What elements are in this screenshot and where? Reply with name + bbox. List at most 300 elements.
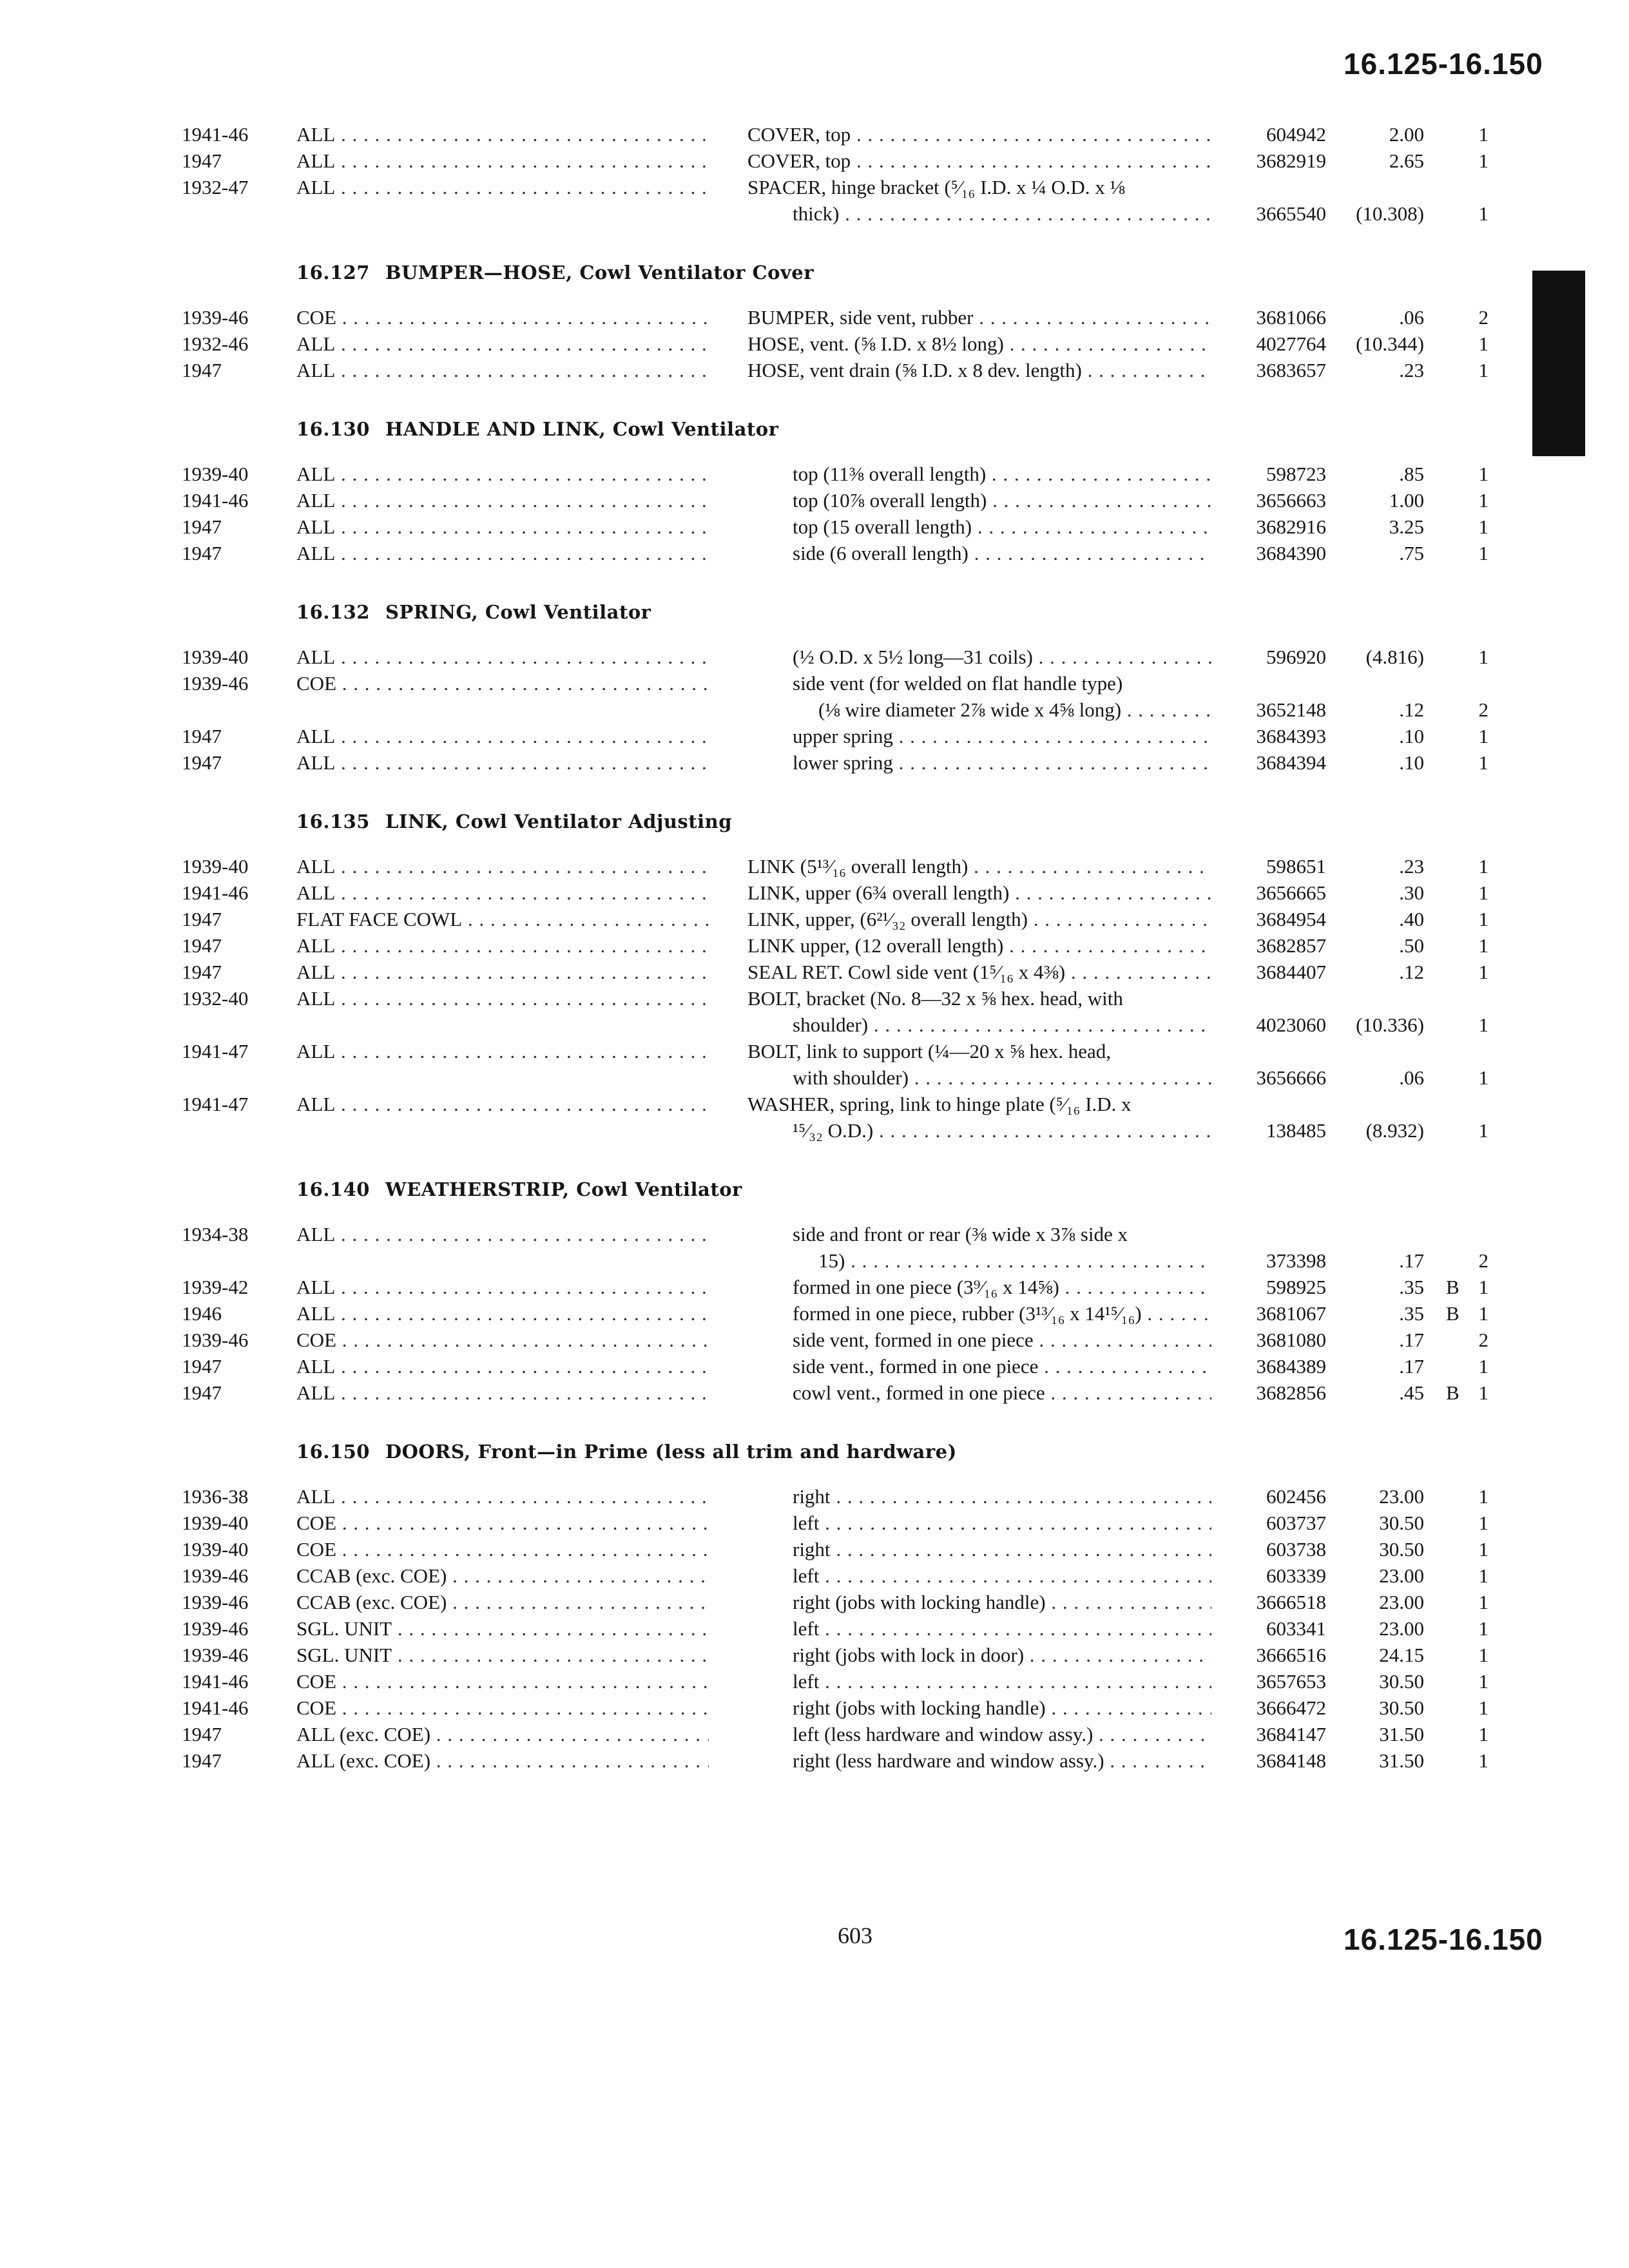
part-row	[0, 1668, 1629, 1695]
part-number: 3682857	[1256, 934, 1326, 957]
list-price: 2.65	[1389, 149, 1424, 172]
list-price: .10	[1399, 751, 1424, 774]
part-number: 3682856	[1256, 1381, 1326, 1404]
section-title: BUMPER—HOSE, Cowl Ventilator Cover	[385, 262, 815, 284]
description-line: shoulder) . . .	[747, 1012, 1211, 1038]
header-range: 16.125-16.150	[1344, 47, 1543, 81]
year-range: 1946	[182, 1302, 222, 1325]
part-number: 3682919	[1256, 149, 1326, 172]
description-line: right (less hardware and window assy.) . . .	[793, 1747, 1211, 1774]
part-row	[0, 148, 1629, 174]
year-range: 1947	[182, 725, 222, 747]
section-s135	[0, 794, 1629, 1144]
part-description	[793, 749, 1211, 776]
description-line: COVER, top . . .	[747, 121, 1211, 148]
description-line: top (15 overall length) . . .	[793, 514, 1211, 540]
part-row	[0, 985, 1629, 1038]
part-row	[0, 1747, 1629, 1774]
part-number: 3652148	[1256, 698, 1326, 721]
section-heading	[0, 584, 1629, 644]
part-row	[0, 1562, 1629, 1589]
list-price: 30.50	[1379, 1670, 1424, 1693]
description-line: ¹⁵⁄₃₂ O.D.) . . .	[747, 1117, 1211, 1144]
part-description	[793, 1353, 1211, 1379]
year-range: 1941-47	[182, 1040, 249, 1062]
year-range: 1939-46	[182, 306, 249, 329]
quantity: 1	[1478, 1723, 1489, 1745]
section-heading-text	[296, 811, 732, 832]
part-number: 3665540	[1256, 202, 1326, 225]
part-description	[793, 1668, 1211, 1695]
list-price: 23.00	[1379, 1485, 1424, 1508]
quantity: 1	[1478, 881, 1489, 904]
year-range: 1932-46	[182, 332, 249, 355]
part-description	[793, 540, 1211, 566]
year-range: 1947	[182, 1355, 222, 1378]
quantity: 1	[1478, 1355, 1489, 1378]
section-heading-text	[296, 1441, 957, 1463]
description-line: BOLT, link to support (¼—20 x ⅝ hex. head,	[747, 1040, 1111, 1062]
part-description	[747, 906, 1211, 932]
description-line: SPACER, hinge bracket (⁵⁄₁₆ I.D. x ¼ O.D. x ⅛	[747, 176, 1125, 198]
description-line: top (10⅞ overall length) . . .	[793, 487, 1211, 514]
list-price: 30.50	[1379, 1696, 1424, 1719]
part-number: 598651	[1266, 855, 1326, 878]
list-price: (8.932)	[1365, 1119, 1424, 1142]
model-applicability: ALL (exc. COE) . . .	[296, 1721, 709, 1747]
quantity: 1	[1478, 1485, 1489, 1508]
year-range: 1941-46	[182, 1670, 249, 1693]
list-price: .17	[1399, 1329, 1424, 1351]
description-line: side vent., formed in one piece . . .	[793, 1353, 1211, 1379]
model-applicability: ALL . . .	[296, 723, 709, 749]
part-row	[0, 853, 1629, 879]
part-description	[793, 1615, 1211, 1642]
part-description	[747, 985, 1211, 1038]
part-description	[747, 959, 1211, 985]
part-row	[0, 1327, 1629, 1353]
year-range: 1939-40	[182, 855, 249, 878]
model-applicability: ALL . . .	[296, 1353, 709, 1379]
price-code: B	[1446, 1381, 1460, 1404]
part-number: 603738	[1266, 1538, 1326, 1561]
part-number: 4023060	[1256, 1014, 1326, 1036]
section-title: DOORS, Front—in Prime (less all trim and hardware)	[385, 1441, 957, 1463]
part-description	[793, 723, 1211, 749]
part-row	[0, 1695, 1629, 1721]
part-number: 3684393	[1256, 725, 1326, 747]
part-number: 3681066	[1256, 306, 1326, 329]
year-range: 1939-40	[182, 646, 249, 668]
section-heading-text	[296, 1178, 742, 1200]
year-range: 1941-46	[182, 881, 249, 904]
quantity: 1	[1478, 1538, 1489, 1561]
section-number: 16.127	[296, 262, 370, 284]
part-number: 603341	[1266, 1617, 1326, 1640]
part-row	[0, 906, 1629, 932]
list-price: .75	[1399, 542, 1424, 564]
model-applicability: COE . . .	[296, 1695, 709, 1721]
quantity: 1	[1478, 515, 1489, 538]
list-price: (10.336)	[1356, 1014, 1424, 1036]
list-price: .12	[1399, 698, 1424, 721]
part-description	[747, 331, 1211, 357]
model-applicability: ALL . . .	[296, 985, 709, 1012]
year-range: 1939-46	[182, 1564, 249, 1587]
description-line: left . . .	[793, 1615, 1211, 1642]
quantity: 1	[1478, 123, 1489, 146]
year-range: 1941-46	[182, 489, 249, 512]
description-line: side (6 overall length) . . .	[793, 540, 1211, 566]
description-line: (⅛ wire diameter 2⅞ wide x 4⅝ long) . . .	[793, 697, 1211, 723]
price-code: B	[1446, 1276, 1460, 1298]
part-number: 598723	[1266, 463, 1326, 485]
quantity: 1	[1478, 1749, 1489, 1772]
part-description	[747, 932, 1211, 959]
part-row	[0, 304, 1629, 331]
part-number: 3684389	[1256, 1355, 1326, 1378]
year-range: 1947	[182, 961, 222, 983]
list-price: .17	[1399, 1355, 1424, 1378]
quantity: 1	[1478, 1512, 1489, 1534]
quantity: 1	[1478, 1381, 1489, 1404]
part-number: 3683657	[1256, 359, 1326, 381]
part-row	[0, 1300, 1629, 1327]
quantity: 1	[1478, 202, 1489, 225]
model-applicability: COE . . .	[296, 1536, 709, 1562]
description-line: BOLT, bracket (No. 8—32 x ⅝ hex. head, with	[747, 987, 1123, 1010]
part-description	[747, 121, 1211, 148]
model-applicability: COE . . .	[296, 1668, 709, 1695]
section-title: LINK, Cowl Ventilator Adjusting	[385, 811, 733, 832]
year-range: 1941-47	[182, 1093, 249, 1115]
section-heading-text	[296, 601, 651, 623]
list-price: .10	[1399, 725, 1424, 747]
part-description	[793, 1379, 1211, 1406]
description-line: side and front or rear (⅜ wide x 3⅞ side x	[793, 1223, 1128, 1245]
year-range: 1941-46	[182, 1696, 249, 1719]
section-heading-text	[296, 262, 814, 284]
part-row	[0, 932, 1629, 959]
part-description	[793, 1695, 1211, 1721]
quantity: 1	[1478, 751, 1489, 774]
model-applicability: ALL . . .	[296, 749, 709, 776]
model-applicability: ALL . . .	[296, 1300, 709, 1327]
part-row	[0, 514, 1629, 540]
part-number: 3657653	[1256, 1670, 1326, 1693]
part-description	[747, 304, 1211, 331]
part-row	[0, 1091, 1629, 1144]
list-price: 23.00	[1379, 1617, 1424, 1640]
model-applicability: ALL . . .	[296, 487, 709, 514]
model-applicability: ALL . . .	[296, 174, 709, 200]
part-description	[747, 174, 1211, 227]
part-row	[0, 357, 1629, 383]
quantity: 1	[1478, 463, 1489, 485]
part-number: 3684954	[1256, 908, 1326, 930]
model-applicability: ALL . . .	[296, 148, 709, 174]
part-number: 3684147	[1256, 1723, 1326, 1745]
section-heading	[0, 245, 1629, 304]
part-row	[0, 1379, 1629, 1406]
quantity: 1	[1478, 1066, 1489, 1089]
section-s125	[0, 121, 1629, 227]
part-description	[793, 1721, 1211, 1747]
list-price: .35	[1399, 1276, 1424, 1298]
part-description	[793, 1589, 1211, 1615]
year-range: 1947	[182, 934, 222, 957]
part-row	[0, 1615, 1629, 1642]
model-applicability: CCAB (exc. COE) . . .	[296, 1562, 709, 1589]
section-s127	[0, 245, 1629, 383]
section-number: 16.140	[296, 1178, 370, 1200]
section-number: 16.135	[296, 811, 370, 832]
quantity: 1	[1478, 725, 1489, 747]
quantity: 1	[1478, 908, 1489, 930]
part-description	[747, 879, 1211, 906]
list-price: 23.00	[1379, 1564, 1424, 1587]
description-line: WASHER, spring, link to hinge plate (⁵⁄₁₆ I.D. x	[747, 1093, 1132, 1115]
part-description	[793, 1221, 1211, 1274]
model-applicability: CCAB (exc. COE) . . .	[296, 1589, 709, 1615]
list-price: .50	[1399, 934, 1424, 957]
part-row	[0, 121, 1629, 148]
part-number: 596920	[1266, 646, 1326, 668]
part-row	[0, 487, 1629, 514]
part-number: 3684407	[1256, 961, 1326, 983]
description-line: thick) . . .	[747, 200, 1211, 227]
quantity: 1	[1478, 1276, 1489, 1298]
quantity: 1	[1478, 1591, 1489, 1613]
model-applicability: ALL . . .	[296, 1379, 709, 1406]
part-description	[747, 148, 1211, 174]
part-row	[0, 670, 1629, 723]
list-price: 30.50	[1379, 1512, 1424, 1534]
description-line: lower spring . . .	[793, 749, 1211, 776]
part-number: 598925	[1266, 1276, 1326, 1298]
part-number: 3666516	[1256, 1644, 1326, 1666]
quantity: 2	[1478, 1329, 1489, 1351]
part-row	[0, 1483, 1629, 1510]
section-title: WEATHERSTRIP, Cowl Ventilator	[385, 1178, 742, 1200]
description-line: 15) . . .	[793, 1247, 1211, 1274]
description-line: HOSE, vent. (⅝ I.D. x 8½ long) . . .	[747, 331, 1211, 357]
year-range: 1932-47	[182, 176, 249, 198]
year-range: 1947	[182, 908, 222, 930]
model-applicability: ALL . . .	[296, 1274, 709, 1300]
description-line: formed in one piece (3⁹⁄₁₆ x 14⅝) . . .	[793, 1274, 1211, 1300]
model-applicability: ALL . . .	[296, 331, 709, 357]
list-price: 1.00	[1389, 489, 1424, 512]
section-heading	[0, 1424, 1629, 1483]
list-price: .06	[1399, 1066, 1424, 1089]
part-description	[793, 1747, 1211, 1774]
description-line: SEAL RET. Cowl side vent (1⁵⁄₁₆ x 4⅜) . . .	[747, 959, 1211, 985]
quantity: 1	[1478, 646, 1489, 668]
year-range: 1932-40	[182, 987, 249, 1010]
part-number: 3684394	[1256, 751, 1326, 774]
quantity: 1	[1478, 542, 1489, 564]
part-number: 138485	[1266, 1119, 1326, 1142]
quantity: 1	[1478, 1564, 1489, 1587]
part-number: 602456	[1266, 1485, 1326, 1508]
quantity: 1	[1478, 1696, 1489, 1719]
quantity: 1	[1478, 1670, 1489, 1693]
section-heading	[0, 1162, 1629, 1221]
section-s130	[0, 401, 1629, 566]
description-line: side vent, formed in one piece . . .	[793, 1327, 1211, 1353]
part-description	[747, 357, 1211, 383]
model-applicability: ALL . . .	[296, 514, 709, 540]
part-row	[0, 1274, 1629, 1300]
part-description	[793, 1327, 1211, 1353]
part-description	[793, 1300, 1211, 1327]
quantity: 1	[1478, 1014, 1489, 1036]
part-description	[793, 487, 1211, 514]
quantity: 1	[1478, 1617, 1489, 1640]
section-heading-text	[296, 418, 778, 440]
part-description	[793, 514, 1211, 540]
part-row	[0, 879, 1629, 906]
part-number: 3684390	[1256, 542, 1326, 564]
list-price: (4.816)	[1365, 646, 1424, 668]
model-applicability: ALL (exc. COE) . . .	[296, 1747, 709, 1774]
part-row	[0, 331, 1629, 357]
list-price: .23	[1399, 855, 1424, 878]
list-price: .40	[1399, 908, 1424, 930]
quantity: 1	[1478, 489, 1489, 512]
description-line: right (jobs with lock in door) . . .	[793, 1642, 1211, 1668]
part-description	[747, 1038, 1211, 1091]
list-price: .30	[1399, 881, 1424, 904]
list-price: .06	[1399, 306, 1424, 329]
model-applicability: FLAT FACE COWL . . .	[296, 906, 709, 932]
part-description	[747, 1091, 1211, 1144]
part-row	[0, 1510, 1629, 1536]
list-price: 31.50	[1379, 1723, 1424, 1745]
description-line: upper spring . . .	[793, 723, 1211, 749]
parts-listing	[0, 121, 1629, 1774]
description-line: HOSE, vent drain (⅝ I.D. x 8 dev. length) . . .	[747, 357, 1211, 383]
list-price: 31.50	[1379, 1749, 1424, 1772]
model-applicability: ALL . . .	[296, 1038, 709, 1064]
model-applicability: ALL . . .	[296, 959, 709, 985]
list-price: 24.15	[1379, 1644, 1424, 1666]
section-number: 16.150	[296, 1441, 370, 1463]
part-number: 3666472	[1256, 1696, 1326, 1719]
part-row	[0, 959, 1629, 985]
quantity: 2	[1478, 698, 1489, 721]
description-line: with shoulder) . . .	[747, 1064, 1211, 1091]
year-range: 1947	[182, 1749, 222, 1772]
description-line: right (jobs with locking handle) . . .	[793, 1695, 1211, 1721]
part-row	[0, 1221, 1629, 1274]
part-description	[793, 644, 1211, 670]
year-range: 1939-40	[182, 1538, 249, 1561]
year-range: 1947	[182, 1381, 222, 1404]
part-number: 3681080	[1256, 1329, 1326, 1351]
quantity: 1	[1478, 855, 1489, 878]
section-number: 16.132	[296, 601, 370, 623]
description-line: top (11⅜ overall length) . . .	[793, 461, 1211, 487]
part-row	[0, 1642, 1629, 1668]
year-range: 1939-46	[182, 1644, 249, 1666]
list-price: .35	[1399, 1302, 1424, 1325]
year-range: 1939-40	[182, 1512, 249, 1534]
description-line: LINK, upper (6¾ overall length) . . .	[747, 879, 1211, 906]
list-price: 30.50	[1379, 1538, 1424, 1561]
model-applicability: COE . . .	[296, 1327, 709, 1353]
description-line: left . . .	[793, 1668, 1211, 1695]
year-range: 1939-40	[182, 463, 249, 485]
part-row	[0, 1038, 1629, 1091]
description-line: formed in one piece, rubber (3¹³⁄₁₆ x 14¹⁵⁄₁₆) . . .	[793, 1300, 1211, 1327]
part-row	[0, 1589, 1629, 1615]
year-range: 1941-46	[182, 123, 249, 146]
part-number: 373398	[1266, 1249, 1326, 1272]
model-applicability: SGL. UNIT . . .	[296, 1615, 709, 1642]
list-price: .23	[1399, 359, 1424, 381]
model-applicability: ALL . . .	[296, 540, 709, 566]
list-price: 23.00	[1379, 1591, 1424, 1613]
part-number: 603339	[1266, 1564, 1326, 1587]
description-line: right . . .	[793, 1483, 1211, 1510]
year-range: 1939-46	[182, 1329, 249, 1351]
section-title: HANDLE AND LINK, Cowl Ventilator	[385, 418, 779, 440]
section-s132	[0, 584, 1629, 776]
part-row	[0, 723, 1629, 749]
section-heading	[0, 401, 1629, 461]
description-line: left (less hardware and window assy.) . . .	[793, 1721, 1211, 1747]
description-line: right . . .	[793, 1536, 1211, 1562]
description-line: side vent (for welded on flat handle type)	[793, 672, 1123, 695]
section-title: SPRING, Cowl Ventilator	[385, 601, 651, 623]
description-line: left . . .	[793, 1562, 1211, 1589]
model-applicability: ALL . . .	[296, 932, 709, 959]
quantity: 1	[1478, 1119, 1489, 1142]
part-number: 3656663	[1256, 489, 1326, 512]
description-line: right (jobs with locking handle) . . .	[793, 1589, 1211, 1615]
year-range: 1939-46	[182, 1617, 249, 1640]
description-line: LINK, upper, (6²¹⁄₃₂ overall length) . . .	[747, 906, 1211, 932]
list-price: 3.25	[1389, 515, 1424, 538]
part-row	[0, 1353, 1629, 1379]
year-range: 1947	[182, 515, 222, 538]
description-line: (½ O.D. x 5½ long—31 coils) . . .	[793, 644, 1211, 670]
model-applicability: ALL . . .	[296, 1483, 709, 1510]
list-price: .17	[1399, 1249, 1424, 1272]
description-line: BUMPER, side vent, rubber . . .	[747, 304, 1211, 331]
model-applicability: ALL . . .	[296, 1091, 709, 1117]
section-s140	[0, 1162, 1629, 1406]
list-price: .45	[1399, 1381, 1424, 1404]
model-applicability: ALL . . .	[296, 121, 709, 148]
model-applicability: ALL . . .	[296, 879, 709, 906]
footer-range: 16.125-16.150	[1344, 1923, 1543, 1956]
part-number: 3666518	[1256, 1591, 1326, 1613]
part-row	[0, 1536, 1629, 1562]
description-line: LINK (5¹³⁄₁₆ overall length) . . .	[747, 853, 1211, 879]
year-range: 1947	[182, 359, 222, 381]
part-number: 3682916	[1256, 515, 1326, 538]
year-range: 1934-38	[182, 1223, 249, 1245]
year-range: 1939-42	[182, 1276, 249, 1298]
part-number: 603737	[1266, 1512, 1326, 1534]
page-number: 603	[838, 1923, 872, 1948]
model-applicability: ALL . . .	[296, 1221, 709, 1247]
description-line: left . . .	[793, 1510, 1211, 1536]
section-number: 16.130	[296, 418, 370, 440]
